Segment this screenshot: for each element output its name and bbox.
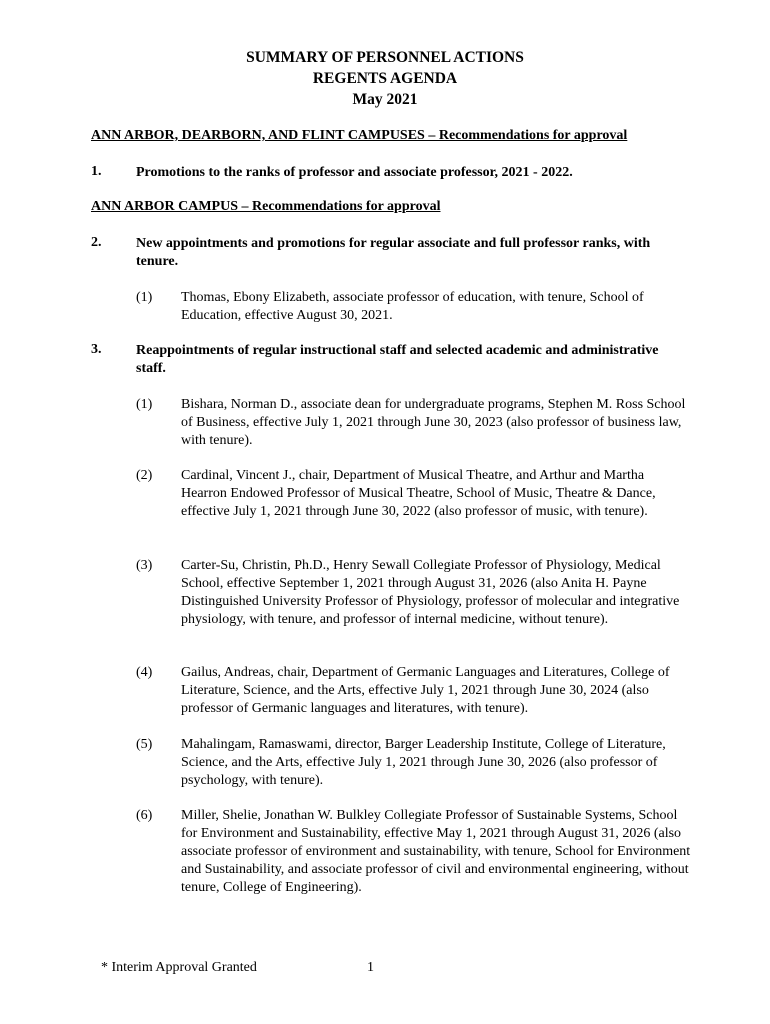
list-item-label: (2) xyxy=(136,468,153,483)
section-1-text: Promotions to the ranks of professor and associate professor, 2021 - 2022. xyxy=(136,165,573,180)
list-item-label: (4) xyxy=(136,665,153,680)
footer-note: * Interim Approval Granted xyxy=(101,960,257,975)
list-item-text: Cardinal, Vincent J., chair, Department of Musical Theatre, and Arthur and Martha Hearron Endowed Professor of Musical Theatre, School of Music, Theatre & Dance, effective July 1, 2021 through June 30, 2022 (also professor of music, with tenure). xyxy=(181,468,656,519)
section-1-number: 1. xyxy=(91,164,102,179)
heading-all-campuses: ANN ARBOR, DEARBORN, AND FLINT CAMPUSES – Recommendations for approval xyxy=(91,128,628,143)
doc-title-line-3: May 2021 xyxy=(352,91,418,108)
doc-title-line-2: REGENTS AGENDA xyxy=(312,70,458,87)
doc-title-line-1: SUMMARY OF PERSONNEL ACTIONS xyxy=(246,49,524,66)
list-item-text: Gailus, Andreas, chair, Department of Germanic Languages and Literatures, College of Literature, Science, and the Arts, effective July 1, 2021 through June 30, 2024 (also professor of Germanic languages and literatures, with tenure). xyxy=(181,665,670,716)
list-item-label: (5) xyxy=(136,737,153,752)
section-3-text: Reappointments of regular instructional staff and selected academic and administrative staff. xyxy=(136,343,659,376)
page-number: 1 xyxy=(367,960,374,975)
list-item-text: Bishara, Norman D., associate dean for undergraduate programs, Stephen M. Ross School of Business, effective July 1, 2021 through June 30, 2023 (also professor of business law, with tenure). xyxy=(181,397,686,448)
list-item-label: (3) xyxy=(136,558,153,573)
section-2-text: New appointments and promotions for regular associate and full professor ranks, with tenure. xyxy=(136,236,651,269)
list-item-text: Miller, Shelie, Jonathan W. Bulkley Collegiate Professor of Sustainable Systems, School for Environment and Sustainability, effective May 1, 2021 through August 31, 2026 (also associate professor of environment and sustainability, with tenure, School for Environment and Sustainability, and associate professor of civil and environmental engineering, without tenure, College of Engineering). xyxy=(181,808,691,895)
section-2-number: 2. xyxy=(91,235,102,250)
list-item-label: (1) xyxy=(136,290,153,305)
list-item-label: (6) xyxy=(136,808,153,823)
heading-ann-arbor: ANN ARBOR CAMPUS – Recommendations for approval xyxy=(91,199,441,214)
list-item-text: Carter-Su, Christin, Ph.D., Henry Sewall Collegiate Professor of Physiology, Medical School, effective September 1, 2021 through August 31, 2026 (also Anita H. Payne Distinguished University Professor of Physiology, professor of molecular and integrative physiology, with tenure, and professor of internal medicine, without tenure). xyxy=(181,558,680,627)
list-item-text: Mahalingam, Ramaswami, director, Barger Leadership Institute, College of Literature, Science, and the Arts, effective July 1, 2021 through June 30, 2026 (also professor of psychology, with tenure). xyxy=(181,737,666,788)
section-3-number: 3. xyxy=(91,342,102,357)
list-item-label: (1) xyxy=(136,397,153,412)
list-item-text: Thomas, Ebony Elizabeth, associate professor of education, with tenure, School of Education, effective August 30, 2021. xyxy=(181,290,644,323)
